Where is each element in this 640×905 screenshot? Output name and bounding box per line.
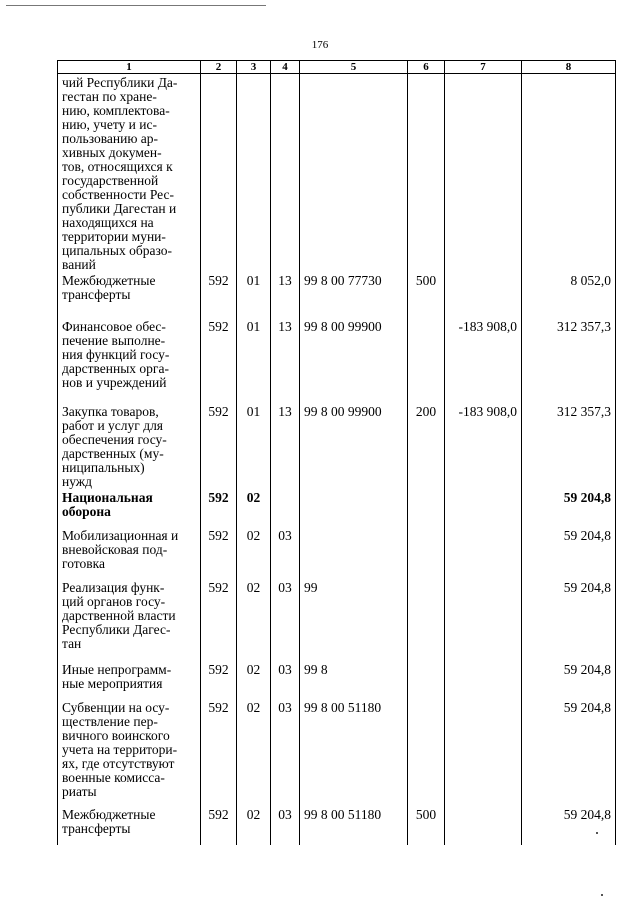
table-row [58, 579, 616, 661]
cell-change [445, 74, 522, 273]
cell-change [445, 699, 522, 806]
cell-amount: 59 204,8 [522, 699, 616, 806]
cell-vr: 500 [408, 272, 445, 318]
cell-amount: 312 357,3 [522, 318, 616, 403]
cell-amount [522, 74, 616, 273]
page-number: 176 [311, 39, 329, 51]
cell-rz: 01 [237, 272, 271, 318]
cell-gr: 592 [201, 527, 237, 579]
cell-gr: 592 [201, 661, 237, 699]
cell-change [445, 527, 522, 579]
cell-amount: 312 357,3 [522, 403, 616, 489]
col-header-6: 6 [408, 61, 445, 74]
cell-gr: 592 [201, 403, 237, 489]
col-header-1: 1 [58, 61, 201, 74]
cell-vr [408, 527, 445, 579]
cell-rz: 01 [237, 318, 271, 403]
col-header-8: 8 [522, 61, 616, 74]
cell-csr [300, 74, 408, 273]
cell-gr: 592 [201, 699, 237, 806]
cell-csr [300, 489, 408, 527]
cell-amount: 59 204,8 [522, 806, 616, 845]
col-header-2: 2 [201, 61, 237, 74]
cell-csr [300, 527, 408, 579]
cell-csr: 99 [300, 579, 408, 661]
cell-pr: 03 [271, 699, 300, 806]
table-row [58, 74, 616, 273]
cell-csr: 99 8 00 51180 [300, 806, 408, 845]
top-rule [6, 5, 266, 6]
cell-rz: 02 [237, 699, 271, 806]
cell-csr: 99 8 00 99900 [300, 318, 408, 403]
scan-speck [601, 894, 603, 896]
cell-name: Реализация функ- ций органов госу- дарственной власти Республики Дагес- тан [58, 579, 201, 661]
cell-vr: 200 [408, 403, 445, 489]
budget-table [57, 60, 616, 845]
table-row [58, 403, 616, 489]
header-row [58, 61, 616, 74]
cell-rz: 02 [237, 661, 271, 699]
table-row [58, 489, 616, 527]
table-row [58, 699, 616, 806]
table-row [58, 806, 616, 845]
cell-rz: 02 [237, 527, 271, 579]
cell-rz: 02 [237, 806, 271, 845]
cell-csr: 99 8 [300, 661, 408, 699]
cell-pr: 03 [271, 527, 300, 579]
cell-gr: 592 [201, 579, 237, 661]
cell-name: Субвенции на осу- ществление пер- вичного воинского учета на территори- ях, где отсутствуют военные комисса- риаты [58, 699, 201, 806]
cell-vr [408, 318, 445, 403]
cell-name: Финансовое обес- печение выполне- ния функций госу- дарственных орга- нов и учреждений [58, 318, 201, 403]
cell-name: Закупка товаров, работ и услуг для обеспечения госу- дарственных (му- ниципальных) нужд [58, 403, 201, 489]
cell-gr [201, 74, 237, 273]
table-row [58, 527, 616, 579]
cell-pr [271, 489, 300, 527]
col-header-7: 7 [445, 61, 522, 74]
cell-rz [237, 74, 271, 273]
cell-change [445, 579, 522, 661]
cell-pr: 13 [271, 272, 300, 318]
cell-rz: 02 [237, 579, 271, 661]
table-row [58, 272, 616, 318]
col-header-5: 5 [300, 61, 408, 74]
cell-change: -183 908,0 [445, 318, 522, 403]
cell-vr [408, 579, 445, 661]
cell-gr: 592 [201, 272, 237, 318]
cell-rz: 02 [237, 489, 271, 527]
cell-change [445, 806, 522, 845]
cell-csr: 99 8 00 77730 [300, 272, 408, 318]
cell-name: Иные непрограмм- ные мероприятия [58, 661, 201, 699]
cell-vr [408, 699, 445, 806]
cell-change [445, 272, 522, 318]
col-header-3: 3 [237, 61, 271, 74]
col-header-4: 4 [271, 61, 300, 74]
cell-name: Межбюджетные трансферты [58, 272, 201, 318]
cell-pr [271, 74, 300, 273]
cell-name: чий Республики Да- гестан по хране- нию, комплектова- нию, учету и ис- пользованию ар- хивных докумен- тов, относящихся к государственной собственности Рес- публики Дагестан и находящихся на территории муни- ципальных образо- ваний [58, 74, 201, 273]
cell-vr [408, 661, 445, 699]
cell-amount: 59 204,8 [522, 579, 616, 661]
cell-gr: 592 [201, 318, 237, 403]
cell-change [445, 489, 522, 527]
cell-pr: 03 [271, 806, 300, 845]
table-row [58, 661, 616, 699]
cell-rz: 01 [237, 403, 271, 489]
cell-change: -183 908,0 [445, 403, 522, 489]
cell-amount: 59 204,8 [522, 527, 616, 579]
cell-gr: 592 [201, 489, 237, 527]
cell-change [445, 661, 522, 699]
cell-amount: 59 204,8 [522, 661, 616, 699]
cell-pr: 03 [271, 661, 300, 699]
cell-csr: 99 8 00 99900 [300, 403, 408, 489]
cell-name: Межбюджетные трансферты [58, 806, 201, 845]
cell-vr [408, 74, 445, 273]
cell-vr [408, 489, 445, 527]
cell-vr: 500 [408, 806, 445, 845]
cell-amount: 59 204,8 [522, 489, 616, 527]
cell-name: Мобилизационная и вневойсковая под- готовка [58, 527, 201, 579]
cell-gr: 592 [201, 806, 237, 845]
cell-amount: 8 052,0 [522, 272, 616, 318]
cell-pr: 13 [271, 403, 300, 489]
cell-name: Национальная оборона [58, 489, 201, 527]
scan-speck [596, 832, 598, 834]
cell-pr: 03 [271, 579, 300, 661]
table-row [58, 318, 616, 403]
cell-pr: 13 [271, 318, 300, 403]
cell-csr: 99 8 00 51180 [300, 699, 408, 806]
